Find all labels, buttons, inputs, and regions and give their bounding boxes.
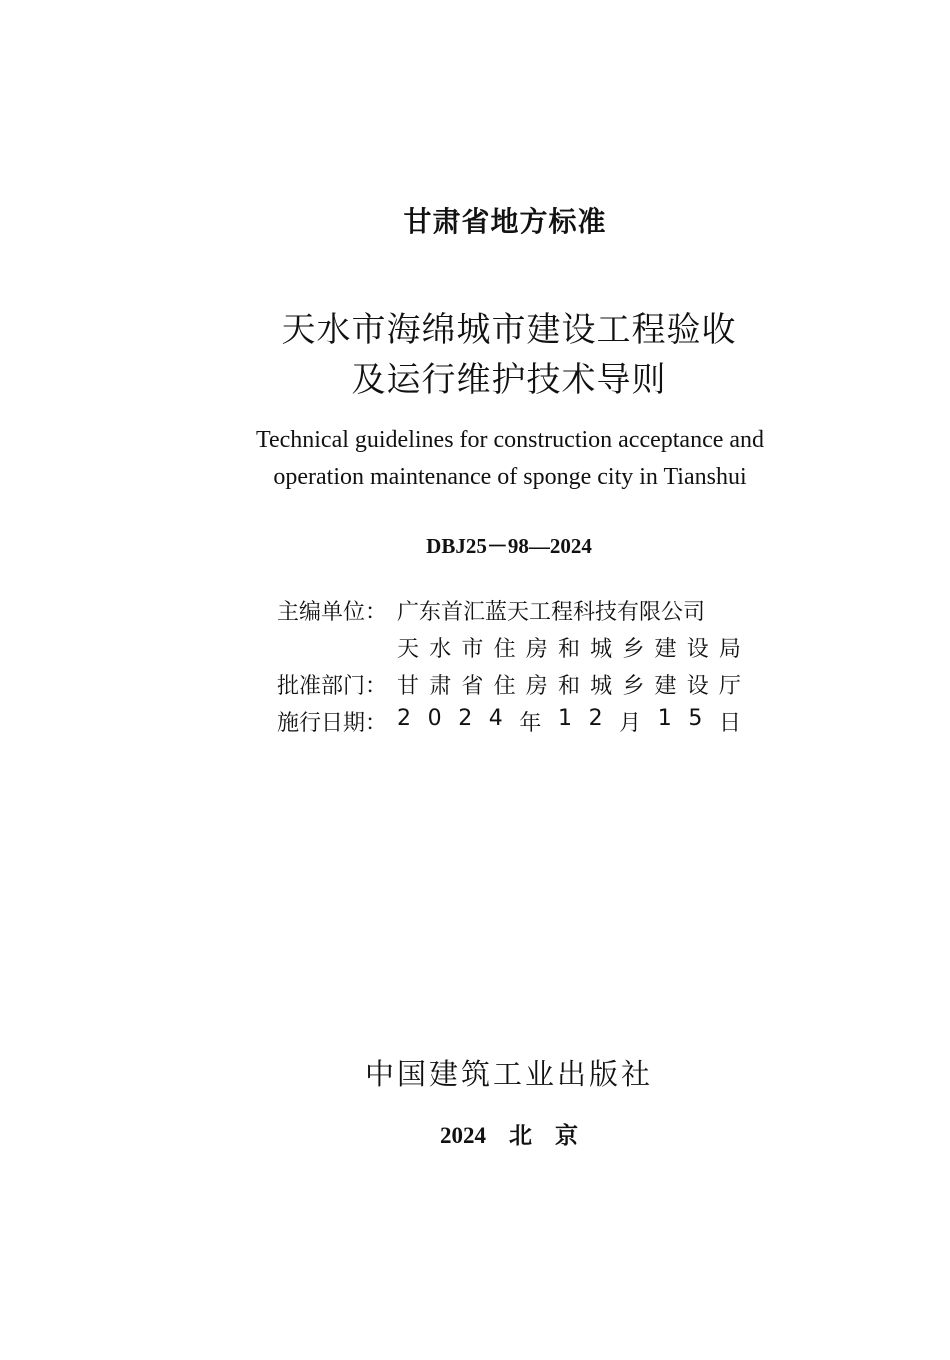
title-en-line-2: operation maintenance of sponge city in Tianshui <box>273 464 747 490</box>
publisher: 中国建筑工业出版社 <box>364 1057 653 1091</box>
info-block <box>277 592 757 740</box>
standard-category: 甘肃省地方标准 <box>403 205 607 238</box>
standard-code: DBJ25－98—2024 <box>426 534 592 558</box>
title-en-line-1: Technical guidelines for construction acceptance and <box>255 427 765 453</box>
editor-unit-2: 天 水 市 住 房 和 城 乡 建 设 局 <box>397 637 741 662</box>
editor-row-2 <box>277 629 757 666</box>
approver-label: 批准部门： <box>277 674 388 699</box>
date-value: 2 0 2 4 年 1 2 月 1 5 日 <box>397 706 741 736</box>
title-zh-line-1: 天水市海绵城市建设工程验收 <box>281 310 737 350</box>
title-zh-line-2: 及运行维护技术导则 <box>351 360 667 400</box>
editor-label: 主编单位： <box>277 600 388 625</box>
approver-value: 甘 肃 省 住 房 和 城 乡 建 设 厅 <box>397 674 741 699</box>
approver-row <box>277 666 757 703</box>
date-row <box>277 703 757 740</box>
date-label: 施行日期： <box>277 711 388 736</box>
editor-row <box>277 592 757 629</box>
editor-unit-1: 广东首汇蓝天工程科技有限公司 <box>397 600 706 625</box>
publication-place: 2024 北 京 <box>440 1123 578 1148</box>
